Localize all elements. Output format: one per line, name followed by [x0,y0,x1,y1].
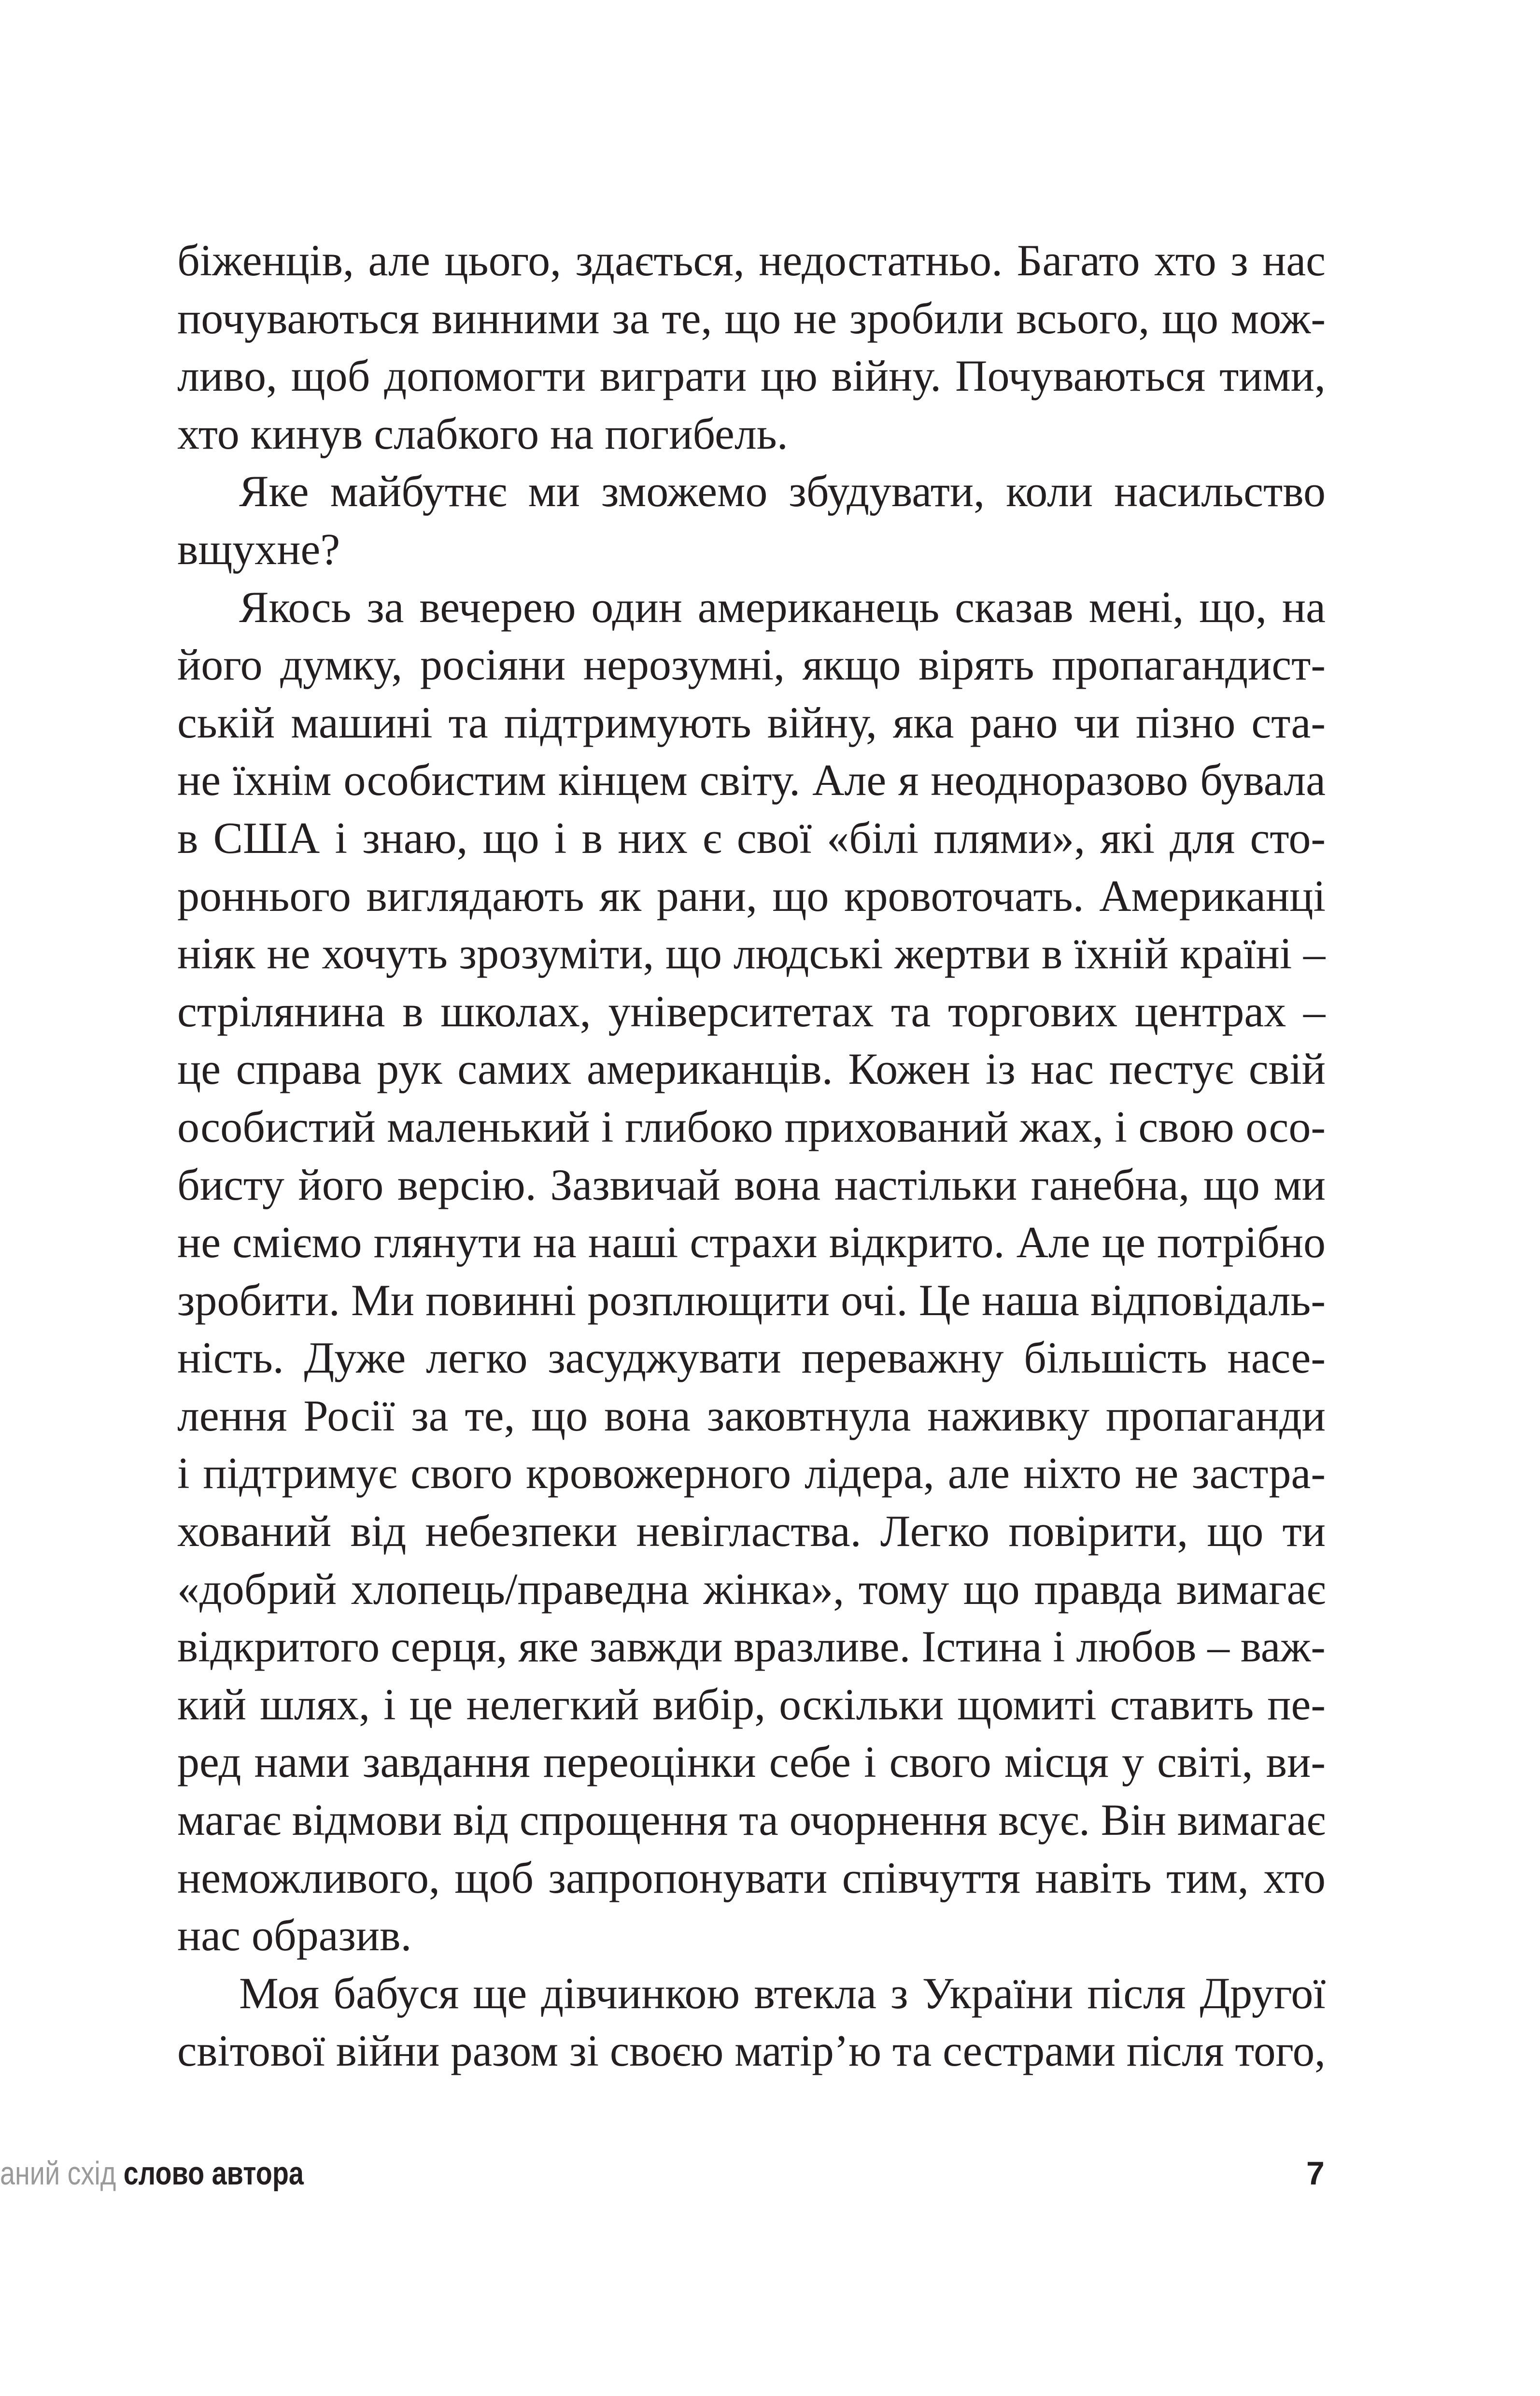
text-line: Яке майбутнє ми зможемо збудувати, коли насильство [239,467,1326,516]
text-line: ській машині та підтримують війну, яка рано чи пізно ста- [177,697,1326,747]
text-line: його думку, росіяни нерозумні, якщо вірять пропагандист- [177,640,1326,690]
text-line: «добрий хлопець/праведна жінка», тому що правда вимагає [177,1564,1326,1614]
text-line: вщухне? [177,524,340,574]
text-line: ніяк не хочуть зрозуміти, що людські жертви в їхній країні – [177,929,1326,978]
text-line: хований від небезпеки невігластва. Легко повірити, що ти [177,1506,1326,1556]
text-line: ливо, щоб допомогти виграти цю війну. Почуваються тими, [177,351,1326,401]
text-line: кий шлях, і це нелегкий вибір, оскільки щомиті ставить пе- [177,1679,1326,1729]
running-head-section: слово автора [123,2155,304,2192]
text-line: ність. Дуже легко засуджувати переважну більшість насе- [177,1333,1326,1383]
text-line: Якось за вечерею один американець сказав мені, що, на [239,582,1326,632]
text-line: стрілянина в школах, університетах та торгових центрах – [177,986,1326,1036]
text-line: це справа рук самих американців. Кожен із нас пестує свій [177,1044,1326,1094]
text-line: роннього виглядають як рани, що кровоточать. Американці [177,871,1326,921]
text-line: не сміємо глянути на наші страхи відкрито. Але це потрібно [177,1218,1326,1267]
running-head [0,2144,304,2202]
body-text [177,232,1326,2080]
text-line: не їхнім особистим кінцем світу. Але я неодноразово бувала [177,755,1326,805]
text-line: лення Росії за те, що вона заковтнула наживку пропаганди [177,1390,1326,1440]
text-line: в США і знаю, що і в них є свої «білі плями», які для сто- [177,813,1326,863]
text-line: неможливого, щоб запропонувати співчуття навіть тим, хто [177,1853,1326,1902]
text-line: зробити. Ми повинні розплющити очі. Це наша відповідаль- [177,1275,1326,1325]
page-number: 7 [1306,2155,1325,2192]
text-line: Моя бабуся ще дівчинкою втекла з України після Другої [239,1968,1326,2018]
text-line: біженців, але цього, здається, недостатньо. Багато хто з нас [177,236,1326,285]
text-line: ред нами завдання переоцінки себе і свого місця у світі, ви- [177,1737,1326,1787]
text-line: нас образив. [177,1911,412,1960]
text-line: світової війни разом зі своєю матір’ю та сестрами після того, [177,2026,1326,2076]
text-line: відкритого серця, яке завжди вразливе. Істина і любов – важ- [177,1622,1326,1672]
text-line: і підтримує свого кровожерного лідера, але ніхто не застра- [177,1448,1326,1498]
text-line: бисту його версію. Зазвичай вона настільки ганебна, що ми [177,1160,1326,1209]
text-line: особистий маленький і глибоко прихований жах, і свою осо- [177,1102,1326,1151]
text-line: почуваються винними за те, що не зробили всього, що мож- [177,293,1326,343]
page-footer [0,2144,1540,2202]
text-line: хто кинув слабкого на погибель. [177,409,788,458]
text-line: магає відмови від спрощення та очорнення всує. Він вимагає [177,1795,1326,1845]
running-head-book-title: аний схід [0,2155,116,2192]
